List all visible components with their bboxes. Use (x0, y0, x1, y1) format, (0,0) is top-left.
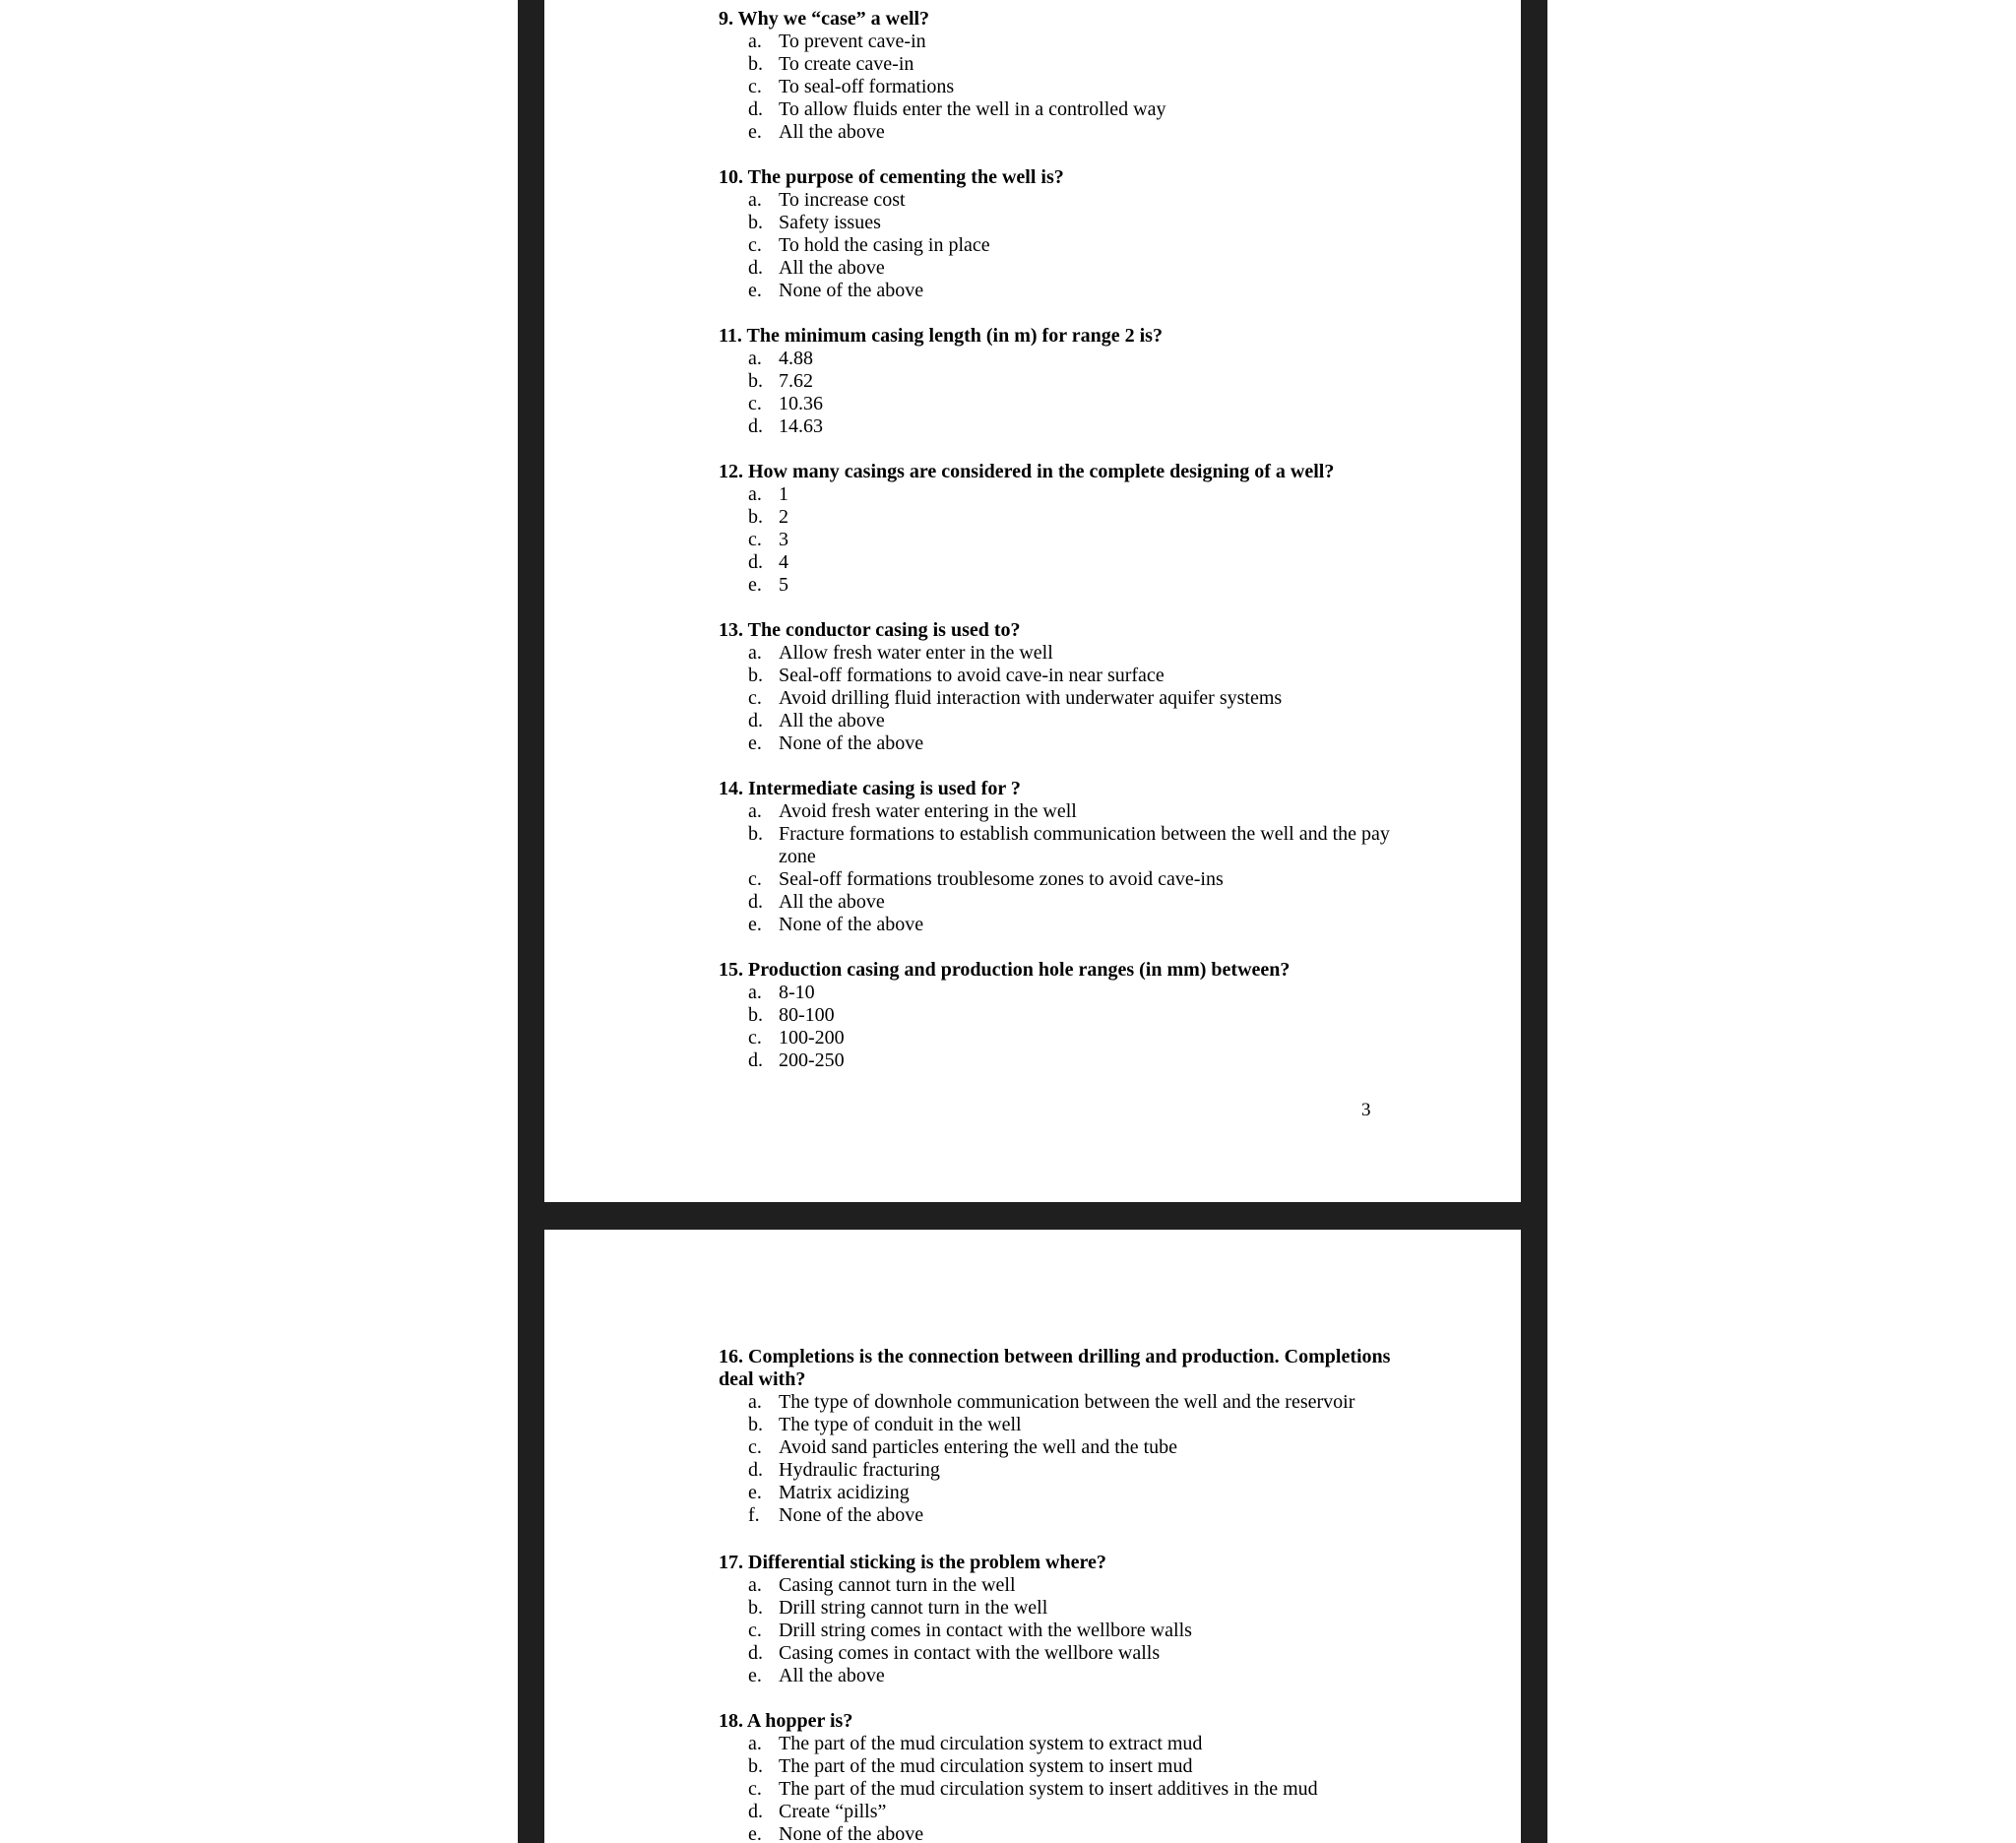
option-a (719, 642, 1427, 665)
page-3 (544, 0, 1521, 1202)
question-10 (719, 166, 1427, 302)
option-text: The type of conduit in the well (779, 1414, 1022, 1435)
question-15 (719, 959, 1427, 1072)
option-letter: d. (748, 551, 763, 573)
option-letter: c. (748, 1027, 762, 1049)
option-letter: c. (748, 76, 762, 97)
question-13 (719, 619, 1427, 755)
option-letter: d. (748, 1801, 763, 1822)
question-title: 18. A hopper is? (719, 1710, 853, 1732)
option-d (719, 551, 1427, 574)
option-letter: e. (748, 1823, 762, 1843)
option-b (719, 823, 1427, 868)
option-letter: e. (748, 280, 762, 301)
option-letter: e. (748, 1665, 762, 1686)
option-letter: b. (748, 53, 763, 75)
option-a (719, 483, 1427, 506)
option-letter: c. (748, 529, 762, 550)
option-text: To create cave-in (779, 53, 914, 75)
question-title: 13. The conductor casing is used to? (719, 619, 1021, 641)
option-a (719, 800, 1427, 823)
option-text: Create “pills” (779, 1801, 887, 1822)
option-text: 100-200 (779, 1027, 845, 1049)
option-a (719, 1733, 1427, 1755)
page-4 (544, 1230, 1521, 1843)
option-letter: d. (748, 1049, 763, 1071)
option-text: None of the above (779, 914, 924, 935)
option-text: 5 (779, 574, 788, 596)
question-title: 16. Completions is the connection between drilling and production. Completions deal with? (719, 1346, 1396, 1390)
option-text: All the above (779, 257, 885, 279)
question-title: 11. The minimum casing length (in m) for range 2 is? (719, 325, 1163, 347)
option-e (719, 574, 1427, 597)
option-letter: d. (748, 98, 763, 120)
option-letter: a. (748, 642, 762, 664)
option-e (719, 914, 1427, 936)
option-text: Avoid sand particles entering the well and the tube (779, 1436, 1178, 1458)
option-e (719, 1823, 1427, 1843)
option-text: 7.62 (779, 370, 813, 392)
option-text: Matrix acidizing (779, 1482, 910, 1503)
option-f (719, 1504, 1427, 1527)
option-d (719, 891, 1427, 914)
option-text: Avoid fresh water entering in the well (779, 800, 1077, 822)
option-b (719, 1597, 1427, 1620)
option-text: 8-10 (779, 982, 815, 1003)
option-text: Avoid drilling fluid interaction with underwater aquifer systems (779, 687, 1283, 709)
option-letter: a. (748, 1391, 762, 1413)
option-text: Drill string comes in contact with the wellbore walls (779, 1620, 1192, 1641)
option-text: None of the above (779, 1823, 924, 1843)
option-d (719, 1642, 1427, 1665)
option-d (719, 1459, 1427, 1482)
option-b (719, 1755, 1427, 1778)
option-text: To hold the casing in place (779, 234, 990, 256)
option-b (719, 1414, 1427, 1436)
option-letter: d. (748, 415, 763, 437)
option-letter: b. (748, 1004, 763, 1026)
option-e (719, 280, 1427, 302)
option-letter: c. (748, 1436, 762, 1458)
question-title: 15. Production casing and production hole ranges (in mm) between? (719, 959, 1291, 981)
option-letter: e. (748, 574, 762, 596)
option-text: 4 (779, 551, 788, 573)
options-list (719, 1733, 1427, 1843)
option-a (719, 1574, 1427, 1597)
option-letter: e. (748, 732, 762, 754)
document-viewer[interactable] (518, 0, 1547, 1843)
option-c (719, 76, 1427, 98)
option-letter: b. (748, 506, 763, 528)
option-d (719, 1801, 1427, 1823)
question-12 (719, 461, 1427, 597)
option-d (719, 98, 1427, 121)
option-letter: d. (748, 257, 763, 279)
option-b (719, 212, 1427, 234)
option-a (719, 31, 1427, 53)
option-c (719, 1027, 1427, 1049)
option-text: 2 (779, 506, 788, 528)
option-letter: d. (748, 1642, 763, 1664)
option-e (719, 1665, 1427, 1687)
option-letter: c. (748, 393, 762, 414)
question-title: 17. Differential sticking is the problem where? (719, 1552, 1106, 1573)
option-text: Allow fresh water enter in the well (779, 642, 1053, 664)
option-text: 4.88 (779, 348, 813, 369)
options-list (719, 348, 1427, 438)
option-a (719, 348, 1427, 370)
question-17 (719, 1552, 1427, 1687)
question-18 (719, 1710, 1427, 1843)
option-text: 3 (779, 529, 788, 550)
page-number: 3 (1361, 1100, 1371, 1120)
option-letter: b. (748, 212, 763, 233)
option-text: None of the above (779, 732, 924, 754)
question-title: 9. Why we “case” a well? (719, 8, 930, 30)
option-text: Drill string cannot turn in the well (779, 1597, 1048, 1619)
question-title: 10. The purpose of cementing the well is? (719, 166, 1064, 188)
option-b (719, 370, 1427, 393)
option-text: All the above (779, 1665, 885, 1686)
option-text: All the above (779, 710, 885, 731)
option-e (719, 732, 1427, 755)
option-letter: a. (748, 483, 762, 505)
option-d (719, 257, 1427, 280)
question-title: 12. How many casings are considered in the complete designing of a well? (719, 461, 1335, 482)
option-text: The part of the mud circulation system to insert additives in the mud (779, 1778, 1318, 1800)
option-c (719, 393, 1427, 415)
option-d (719, 710, 1427, 732)
option-b (719, 506, 1427, 529)
option-text: Casing cannot turn in the well (779, 1574, 1016, 1596)
option-e (719, 1482, 1427, 1504)
option-e (719, 121, 1427, 144)
option-text: Seal-off formations troublesome zones to avoid cave-ins (779, 868, 1224, 890)
option-c (719, 868, 1427, 891)
option-letter: b. (748, 1755, 763, 1777)
option-letter: f. (748, 1504, 760, 1526)
option-b (719, 53, 1427, 76)
option-letter: a. (748, 1574, 762, 1596)
option-d (719, 1049, 1427, 1072)
option-letter: c. (748, 234, 762, 256)
option-text: Seal-off formations to avoid cave-in near surface (779, 665, 1165, 686)
option-letter: a. (748, 1733, 762, 1754)
option-letter: a. (748, 348, 762, 369)
options-list (719, 800, 1427, 936)
question-9 (719, 8, 1427, 144)
option-a (719, 982, 1427, 1004)
option-letter: b. (748, 665, 763, 686)
option-letter: c. (748, 1620, 762, 1641)
question-16 (719, 1346, 1427, 1527)
option-d (719, 415, 1427, 438)
options-list (719, 1574, 1427, 1687)
option-b (719, 1004, 1427, 1027)
options-list (719, 189, 1427, 302)
option-c (719, 529, 1427, 551)
option-letter: b. (748, 1414, 763, 1435)
option-c (719, 234, 1427, 257)
question-title: 14. Intermediate casing is used for ? (719, 778, 1021, 799)
option-text: Hydraulic fracturing (779, 1459, 940, 1481)
option-letter: b. (748, 1597, 763, 1619)
option-b (719, 665, 1427, 687)
question-14 (719, 778, 1427, 936)
options-list (719, 982, 1427, 1072)
option-text: None of the above (779, 1504, 924, 1526)
option-letter: b. (748, 370, 763, 392)
option-text: To increase cost (779, 189, 906, 211)
option-letter: c. (748, 687, 762, 709)
option-letter: c. (748, 1778, 762, 1800)
option-c (719, 1436, 1427, 1459)
options-list (719, 483, 1427, 597)
option-text: None of the above (779, 280, 924, 301)
option-text: The type of downhole communication between the well and the reservoir (779, 1391, 1355, 1413)
option-text: The part of the mud circulation system to extract mud (779, 1733, 1203, 1754)
option-letter: e. (748, 1482, 762, 1503)
option-letter: a. (748, 31, 762, 52)
option-letter: a. (748, 800, 762, 822)
option-text: 1 (779, 483, 788, 505)
options-list (719, 642, 1427, 755)
option-c (719, 1620, 1427, 1642)
options-list (719, 1391, 1427, 1527)
option-text: Casing comes in contact with the wellbore walls (779, 1642, 1161, 1664)
options-list (719, 31, 1427, 144)
option-letter: c. (748, 868, 762, 890)
option-text: All the above (779, 891, 885, 913)
option-a (719, 189, 1427, 212)
option-text: To seal-off formations (779, 76, 955, 97)
option-letter: d. (748, 1459, 763, 1481)
option-text: 10.36 (779, 393, 823, 414)
option-letter: e. (748, 914, 762, 935)
option-text: All the above (779, 121, 885, 143)
option-letter: a. (748, 982, 762, 1003)
option-a (719, 1391, 1427, 1414)
option-letter: e. (748, 121, 762, 143)
question-11 (719, 325, 1427, 438)
option-text: The part of the mud circulation system to insert mud (779, 1755, 1193, 1777)
option-text: 200-250 (779, 1049, 845, 1071)
option-c (719, 1778, 1427, 1801)
option-text: 14.63 (779, 415, 823, 437)
option-text: To prevent cave-in (779, 31, 926, 52)
option-letter: d. (748, 891, 763, 913)
option-text: 80-100 (779, 1004, 835, 1026)
option-letter: a. (748, 189, 762, 211)
option-text: To allow fluids enter the well in a controlled way (779, 98, 1166, 120)
option-letter: d. (748, 710, 763, 731)
option-text: Safety issues (779, 212, 881, 233)
option-text: Fracture formations to establish communication between the well and the pay zone (779, 823, 1390, 867)
option-c (719, 687, 1427, 710)
option-letter: b. (748, 823, 763, 845)
